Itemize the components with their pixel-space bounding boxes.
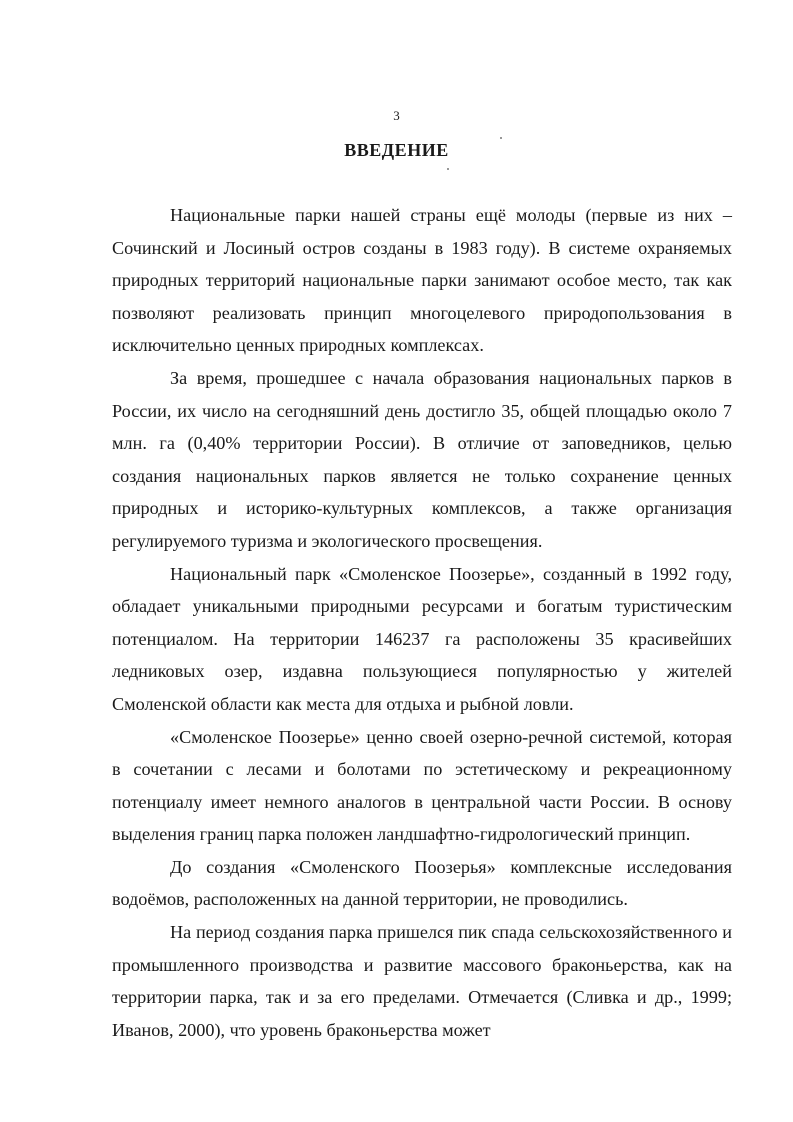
paragraph-5: До создания «Смоленского Поозерья» комплексные исследования водоёмов, расположенных на данной территории, не проводились.: [112, 856, 732, 910]
body-text: [112, 199, 732, 1046]
paragraph-6: На период создания парка пришелся пик спада сельскохозяйственного и промышленного производства и развитие массового браконьерства, как на территории парка, так и за его пределами. Отмечается (Сливка и др., 1999; Иванов, 2000), что уровень браконьерства может: [112, 922, 732, 1040]
scan-speck: [447, 168, 449, 170]
page-title: ВВЕДЕНИЕ: [344, 140, 449, 160]
paragraph-3: Национальный парк «Смоленское Поозерье», созданный в 1992 году, обладает уникальными природными ресурсами и богатым туристическим потенциалом. На территории 146237 га расположены 35 красивейших ледниковых озер, издавна пользующиеся популярностью у жителей Смоленской области как места для отдыха и рыбной ловли.: [112, 563, 732, 714]
paragraph-1: Национальные парки нашей страны ещё молоды (первые из них – Сочинский и Лосиный остров созданы в 1983 году). В системе охраняемых природных территорий национальные парки занимают особое место, так как позволяют реализовать принцип многоцелевого природопользования в исключительно ценных природных комплексах.: [112, 205, 732, 356]
scan-speck: [500, 137, 502, 139]
paragraph-4: «Смоленское Поозерье» ценно своей озерно-речной системой, которая в сочетании с лесами и болотами по эстетическому и рекреационному потенциалу имеет немного аналогов в центральной части России. В основу выделения границ парка положен ландшафтно-гидрологический принцип.: [112, 726, 732, 845]
page-number: 3: [393, 108, 400, 123]
paragraph-2: За время, прошедшее с начала образования национальных парков в России, их число на сегодняшний день достигло 35, общей площадью около 7 млн. га (0,40% территории России). В отличие от заповедников, целью создания национальных парков является не только сохранение ценных природных и историко-культурных комплексов, а также организация регулируемого туризма и экологического просвещения.: [112, 367, 732, 551]
